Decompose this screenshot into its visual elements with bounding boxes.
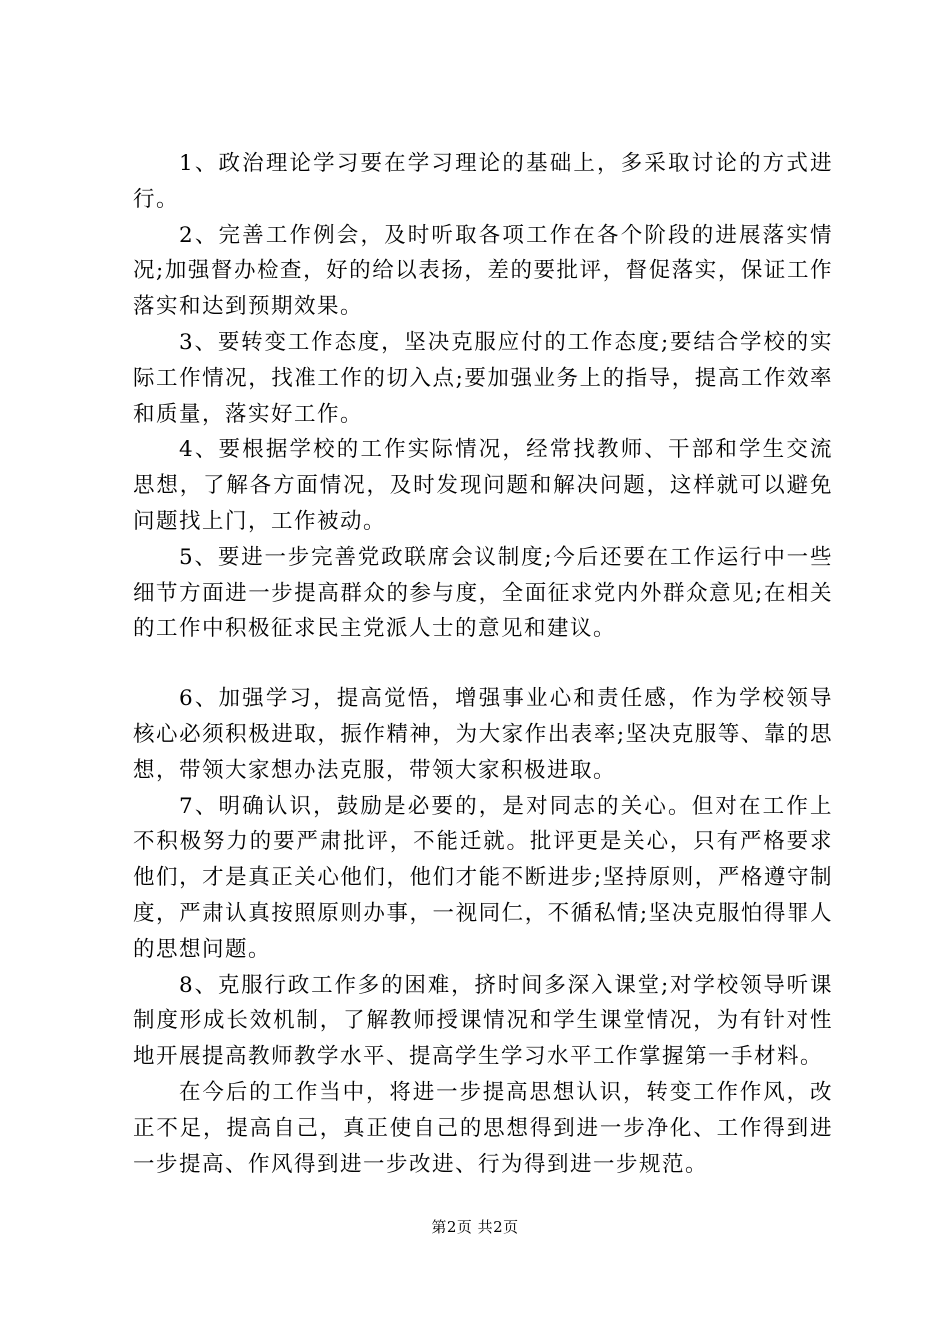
page-number-footer: 第2页 共2页 xyxy=(431,1218,519,1236)
paragraph-item-8: 8、克服行政工作多的困难，挤时间多深入课堂;对学校领导听课制度形成长效机制，了解教师授课情况和学生课堂情况，为有针对性地开展提高教师教学水平、提高学生学习水平工作掌握第一手材料。 xyxy=(133,972,833,1070)
paragraph-item-1: 1、政治理论学习要在学习理论的基础上，多采取讨论的方式进行。 xyxy=(133,151,833,212)
document-body xyxy=(133,146,833,1182)
paragraph-item-7: 7、明确认识，鼓励是必要的，是对同志的关心。但对在工作上不积极努力的要严肃批评，不能迁就。批评更是关心，只有严格要求他们，才是真正关心他们，他们才能不断进步;坚持原则，严格遵守制度，严肃认真按照原则办事，一视同仁，不循私情;坚决克服怕得罪人的思想问题。 xyxy=(133,793,833,962)
paragraph-item-2: 2、完善工作例会，及时听取各项工作在各个阶段的进展落实情况;加强督办检查，好的给以表扬，差的要批评，督促落实，保证工作落实和达到预期效果。 xyxy=(133,222,833,320)
paragraph-item-3: 3、要转变工作态度，坚决克服应付的工作态度;要结合学校的实际工作情况，找准工作的切入点;要加强业务上的指导，提高工作效率和质量，落实好工作。 xyxy=(133,329,833,427)
paragraph-item-6: 6、加强学习，提高觉悟，增强事业心和责任感，作为学校领导核心必须积极进取，振作精神，为大家作出表率;坚决克服等、靠的思想，带领大家想办法克服，带领大家积极进取。 xyxy=(133,686,833,783)
paragraph-item-4: 4、要根据学校的工作实际情况，经常找教师、干部和学生交流思想，了解各方面情况，及时发现问题和解决问题，这样就可以避免问题找上门，工作被动。 xyxy=(133,437,833,534)
paragraph-spacer xyxy=(133,647,833,681)
paragraph-item-5: 5、要进一步完善党政联席会议制度;今后还要在工作运行中一些细节方面进一步提高群众的参与度，全面征求党内外群众意见;在相关的工作中积极征求民主党派人士的意见和建议。 xyxy=(133,544,833,642)
closing-paragraph: 在今后的工作当中，将进一步提高思想认识，转变工作作风，改正不足，提高自己，真正使自己的思想得到进一步净化、工作得到进一步提高、作风得到进一步改进、行为得到进一步规范。 xyxy=(133,1079,833,1177)
